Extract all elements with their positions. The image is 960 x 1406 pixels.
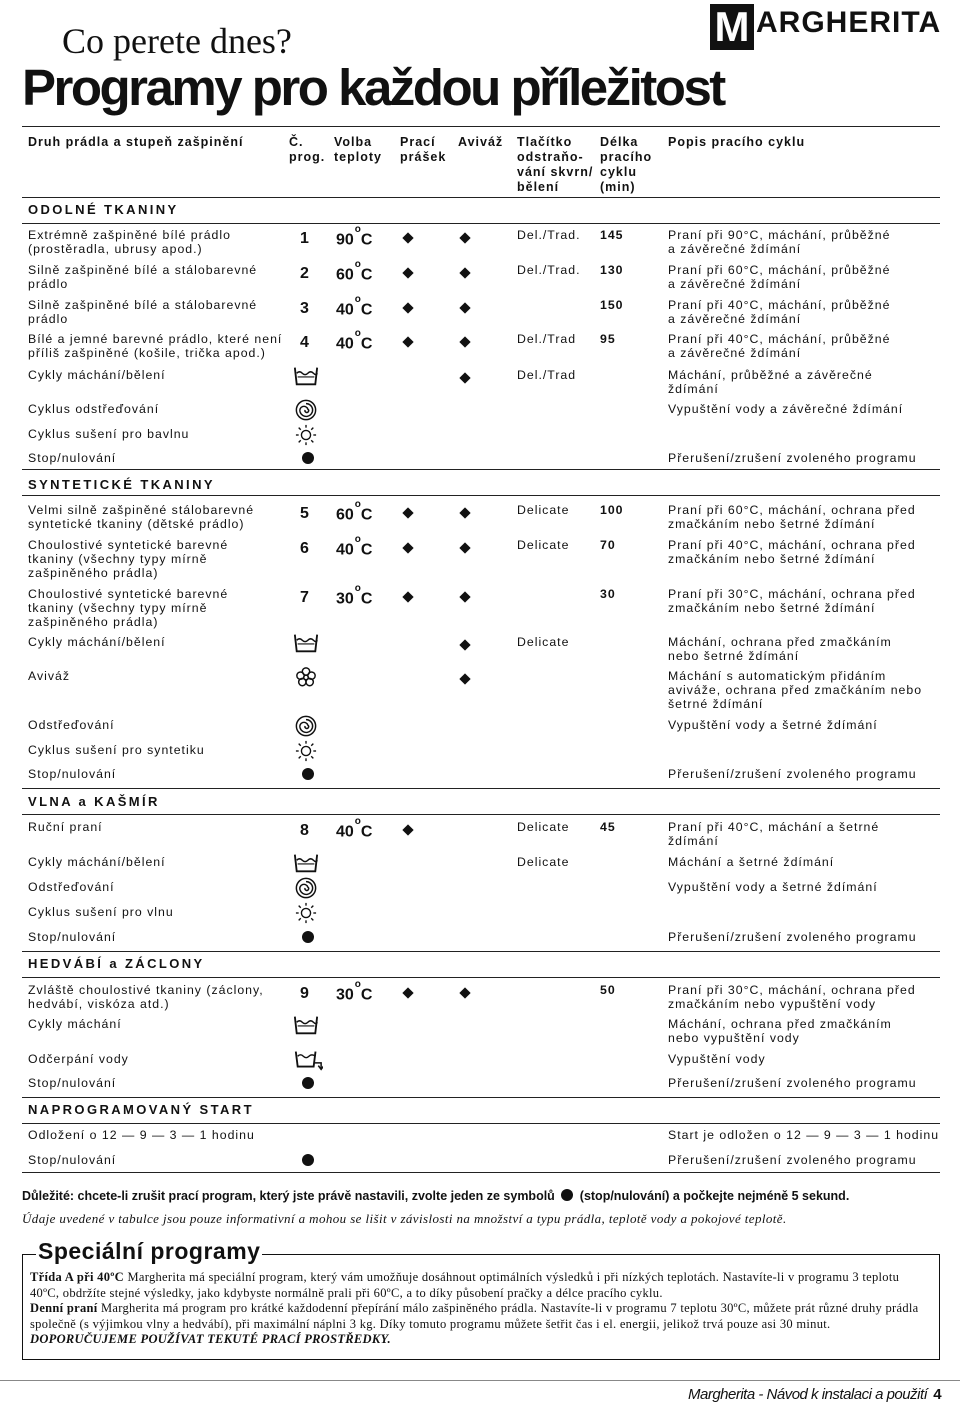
col-header-duration: Délka pracího cyklu (min) — [600, 135, 653, 194]
row-type: Ruční praní — [28, 820, 103, 834]
row-type: Stop/nulování — [28, 451, 117, 465]
table-rule — [22, 223, 940, 224]
program-temperature: 40$^o$C — [336, 534, 373, 559]
row-type: Odložení o 12 — 9 — 3 — 1 hodinu — [28, 1128, 255, 1142]
softener-diamond-icon — [459, 639, 471, 651]
cycle-description: Praní při 40°C, máchání, průběžné a závěrečné ždímání — [668, 298, 891, 326]
row-type: Stop/nulování — [28, 767, 117, 781]
table-rule — [22, 788, 940, 789]
page-title: Programy pro každou příležitost — [22, 59, 724, 116]
softener-diamond-icon — [459, 232, 471, 244]
page-number: 4 — [933, 1386, 942, 1403]
stain-button-mode: Delicate — [517, 538, 570, 552]
stain-button-mode: Del./Trad. — [517, 263, 581, 277]
row-type: Velmi silně zašpiněné stálobarevné syntetické tkaniny (dětské prádlo) — [28, 503, 255, 531]
rinse-icon — [293, 632, 319, 654]
special-programs-text — [30, 1270, 920, 1348]
row-type: Odstřeďování — [28, 718, 115, 732]
softener-diamond-icon — [459, 673, 471, 685]
program-number: 9 — [300, 985, 309, 1002]
stain-button-mode: Delicate — [517, 820, 570, 834]
program-number: 5 — [300, 505, 309, 522]
spin-icon — [293, 715, 319, 737]
special-daily-label: Denní praní — [30, 1301, 98, 1315]
row-type: Odstřeďování — [28, 880, 115, 894]
detergent-diamond-icon — [402, 232, 414, 244]
program-temperature: 40$^o$C — [336, 328, 373, 353]
special-programs-title: Speciální programy — [38, 1238, 261, 1264]
spin-icon — [293, 399, 319, 421]
program-temperature: 40$^o$C — [336, 294, 373, 319]
softener-diamond-icon — [459, 302, 471, 314]
stain-button-mode: Del./Trad. — [517, 228, 581, 242]
cycle-description: Máchání, průběžné a závěrečné ždímání — [668, 368, 873, 396]
cycle-description: Vypuštění vody a šetrné ždímání — [668, 880, 878, 894]
row-type: Aviváž — [28, 669, 70, 683]
stain-button-mode: Delicate — [517, 635, 570, 649]
cycle-description: Máchání, ochrana před zmačkáním nebo šetrné ždímání — [668, 635, 892, 663]
detergent-diamond-icon — [402, 542, 414, 554]
program-number: 1 — [300, 230, 309, 247]
col-header-stain: Tlačítko odstraňo- vání skvrn/ bělení — [517, 135, 594, 194]
cycle-duration: 100 — [600, 503, 624, 517]
stain-button-mode: Del./Trad — [517, 368, 577, 382]
softener-diamond-icon — [459, 507, 471, 519]
program-number: 6 — [300, 540, 309, 557]
section-heading: SYNTETICKÉ TKANINY — [28, 477, 215, 492]
cycle-duration: 70 — [600, 538, 616, 552]
cycle-duration: 150 — [600, 298, 624, 312]
footer — [688, 1386, 941, 1403]
brand-name: ARGHERITA — [756, 6, 942, 39]
row-type: Bílé a jemné barevné prádlo, které není příliš zašpiněné (košile, trička apod.) — [28, 332, 283, 360]
detergent-diamond-icon — [402, 302, 414, 314]
cycle-description: Přerušení/zrušení zvoleného programu — [668, 1076, 917, 1090]
cycle-description: Máchání s automatickým přidáním aviváže, ochrana před zmačkáním nebo šetrné ždímání — [668, 669, 923, 711]
cycle-description: Přerušení/zrušení zvoleného programu — [668, 930, 917, 944]
brand-logo — [710, 4, 955, 54]
special-class-a-text: Margherita má speciální program, který vám umožňuje dosáhnout optimálních výsledků i při nízkých teplotách. Nastavíte-li v programu 3 teplotu 40ºC, obdržíte stejné výsledky, jako kdybyste normálně prali při 60ºC, a to díky působení pračky a délce pracího cyklu. — [30, 1270, 900, 1300]
softener-diamond-icon — [459, 267, 471, 279]
row-type: Cykly máchání/bělení — [28, 635, 166, 649]
brand-letter: M — [710, 4, 754, 50]
row-type: Cykly máchání — [28, 1017, 122, 1031]
dry-icon — [293, 902, 319, 924]
row-type: Cyklus sušení pro syntetiku — [28, 743, 205, 757]
table-rule — [22, 1097, 940, 1098]
program-number: 2 — [300, 265, 309, 282]
program-temperature: 30$^o$C — [336, 979, 373, 1004]
special-daily-text: Margherita má program pro krátké každodenní přepírání málo zašpiněného prádla. Nastavíte-li v programu 7 teplotu 30ºC, můžete prát různé druhy prádla společně (s výjimkou vlny a hedvábí), při maximální náplni 3 kg. Díky tomuto programu můžete šetřit čas i el. energii, jelikož trvá pouze asi 30 minut. — [30, 1301, 919, 1331]
row-type: Stop/nulování — [28, 930, 117, 944]
cycle-duration: 95 — [600, 332, 616, 346]
softener-diamond-icon — [459, 336, 471, 348]
row-type: Cykly máchání/bělení — [28, 368, 166, 382]
program-number: 8 — [300, 822, 309, 839]
row-type: Choulostivé syntetické barevné tkaniny (všechny typy mírně zašpiněného prádla) — [28, 538, 229, 580]
footer-rule — [0, 1380, 960, 1381]
spin-icon — [293, 877, 319, 899]
cycle-description: Praní při 30°C, máchání, ochrana před zmačkáním nebo šetrné ždímání — [668, 587, 916, 615]
cycle-description: Praní při 40°C, máchání, průběžné a závěrečné ždímání — [668, 332, 891, 360]
row-type: Silně zašpiněné bílé a stálobarevné prádlo — [28, 263, 258, 291]
special-recommendation: DOPORUČUJEME POUŽÍVAT TEKUTÉ PRACÍ PROSTŘEDKY. — [30, 1332, 391, 1346]
cycle-description: Praní při 40°C, máchání, ochrana před zmačkáním nebo šetrné ždímání — [668, 538, 916, 566]
col-header-prog: Č. prog. — [289, 135, 326, 164]
section-heading: VLNA a KAŠMÍR — [28, 794, 160, 809]
row-type: Stop/nulování — [28, 1076, 117, 1090]
row-type: Silně zašpiněné bílé a stálobarevné prádlo — [28, 298, 258, 326]
col-header-detergent: Prací prášek — [400, 135, 447, 164]
softener-diamond-icon — [459, 542, 471, 554]
cycle-description: Praní při 60°C, máchání, průběžné a závěrečné ždímání — [668, 263, 891, 291]
cycle-description: Praní při 90°C, máchání, průběžné a závěrečné ždímání — [668, 228, 891, 256]
stop-icon — [561, 1189, 573, 1201]
important-note — [22, 1189, 849, 1203]
col-header-temp: Volba teploty — [334, 135, 382, 164]
drain-icon — [293, 1049, 323, 1071]
rinse-icon — [293, 852, 319, 874]
detergent-diamond-icon — [402, 987, 414, 999]
detergent-diamond-icon — [402, 591, 414, 603]
row-type: Stop/nulování — [28, 1153, 117, 1167]
table-rule — [22, 1123, 940, 1124]
special-class-a-label: Třída A při 40ºC — [30, 1270, 125, 1284]
section-heading: ODOLNÉ TKANINY — [28, 202, 179, 217]
important-note-b: (stop/nulování) a počkejte nejméně 5 sekund. — [579, 1189, 850, 1203]
rinse-icon — [293, 365, 319, 387]
cycle-description: Přerušení/zrušení zvoleného programu — [668, 767, 917, 781]
detergent-diamond-icon — [402, 824, 414, 836]
stop-icon — [302, 931, 314, 943]
softener-diamond-icon — [459, 987, 471, 999]
table-rule — [22, 469, 940, 470]
program-number: 4 — [300, 334, 309, 351]
row-type: Cyklus sušení pro bavlnu — [28, 427, 190, 441]
cycle-description: Máchání a šetrné ždímání — [668, 855, 835, 869]
cycle-duration: 130 — [600, 263, 624, 277]
softener-diamond-icon — [459, 591, 471, 603]
col-header-type: Druh prádla a stupeň zašpinění — [28, 135, 244, 149]
row-type: Odčerpání vody — [28, 1052, 129, 1066]
table-rule — [22, 951, 940, 952]
cycle-description: Start je odložen o 12 — 9 — 3 — 1 hodinu — [668, 1128, 940, 1142]
row-type: Zvláště choulostivé tkaniny (záclony, hedvábí, viskóza atd.) — [28, 983, 264, 1011]
cycle-duration: 50 — [600, 983, 616, 997]
softener-icon — [293, 666, 319, 688]
col-header-softener: Aviváž — [458, 135, 504, 149]
page-subtitle: Co perete dnes? — [62, 21, 292, 61]
dry-icon — [293, 424, 319, 446]
detergent-diamond-icon — [402, 507, 414, 519]
dry-icon — [293, 740, 319, 762]
program-temperature: 90$^o$C — [336, 224, 373, 249]
stain-button-mode: Delicate — [517, 855, 570, 869]
table-rule — [22, 126, 940, 127]
stop-icon — [302, 1154, 314, 1166]
softener-diamond-icon — [459, 372, 471, 384]
cycle-duration: 145 — [600, 228, 624, 242]
table-rule — [22, 1172, 940, 1173]
stain-button-mode: Del./Trad — [517, 332, 577, 346]
table-rule — [22, 197, 940, 198]
important-note-a: Důležité: chcete-li zrušit prací program, který jste právě nastavili, zvolte jeden ze symbolů — [22, 1189, 555, 1203]
program-number: 7 — [300, 589, 309, 606]
stop-icon — [302, 452, 314, 464]
row-type: Cyklus sušení pro vlnu — [28, 905, 174, 919]
program-temperature: 40$^o$C — [336, 816, 373, 841]
detergent-diamond-icon — [402, 336, 414, 348]
rinse-icon — [293, 1014, 319, 1036]
detergent-diamond-icon — [402, 267, 414, 279]
cycle-description: Máchání, ochrana před zmačkáním nebo vypuštění vody — [668, 1017, 892, 1045]
row-type: Cyklus odstřeďování — [28, 402, 160, 416]
section-heading: NAPROGRAMOVANÝ START — [28, 1102, 254, 1117]
program-temperature: 60$^o$C — [336, 259, 373, 284]
table-rule — [22, 814, 940, 815]
row-type: Cykly máchání/bělení — [28, 855, 166, 869]
row-type: Extrémně zašpiněné bílé prádlo (prostěradla, ubrusy apod.) — [28, 228, 231, 256]
section-heading: HEDVÁBÍ a ZÁCLONY — [28, 956, 205, 971]
program-temperature: 60$^o$C — [336, 499, 373, 524]
cycle-description: Vypuštění vody — [668, 1052, 766, 1066]
footer-text: Margherita - Návod k instalaci a použití — [688, 1386, 928, 1403]
info-note: Údaje uvedené v tabulce jsou pouze informativní a mohou se lišit v závislosti na množství a typu prádla, teplotě vody a pokojové teplotě. — [22, 1211, 787, 1226]
col-header-description: Popis pracího cyklu — [668, 135, 806, 149]
cycle-description: Praní při 40°C, máchání a šetrné ždímání — [668, 820, 880, 848]
table-rule — [22, 977, 940, 978]
cycle-description: Přerušení/zrušení zvoleného programu — [668, 1153, 917, 1167]
cycle-description: Vypuštění vody a závěrečné ždímání — [668, 402, 904, 416]
cycle-description: Vypuštění vody a šetrné ždímání — [668, 718, 878, 732]
stain-button-mode: Delicate — [517, 503, 570, 517]
table-rule — [22, 495, 940, 496]
program-number: 3 — [300, 300, 309, 317]
cycle-description: Praní při 60°C, máchání, ochrana před zmačkáním nebo šetrné ždímání — [668, 503, 916, 531]
stop-icon — [302, 768, 314, 780]
cycle-description: Přerušení/zrušení zvoleného programu — [668, 451, 917, 465]
cycle-description: Praní při 30°C, máchání, ochrana před zmačkáním nebo vypuštění vody — [668, 983, 916, 1011]
program-temperature: 30$^o$C — [336, 583, 373, 608]
stop-icon — [302, 1077, 314, 1089]
cycle-duration: 45 — [600, 820, 616, 834]
row-type: Choulostivé syntetické barevné tkaniny (všechny typy mírně zašpiněného prádla) — [28, 587, 229, 629]
cycle-duration: 30 — [600, 587, 616, 601]
